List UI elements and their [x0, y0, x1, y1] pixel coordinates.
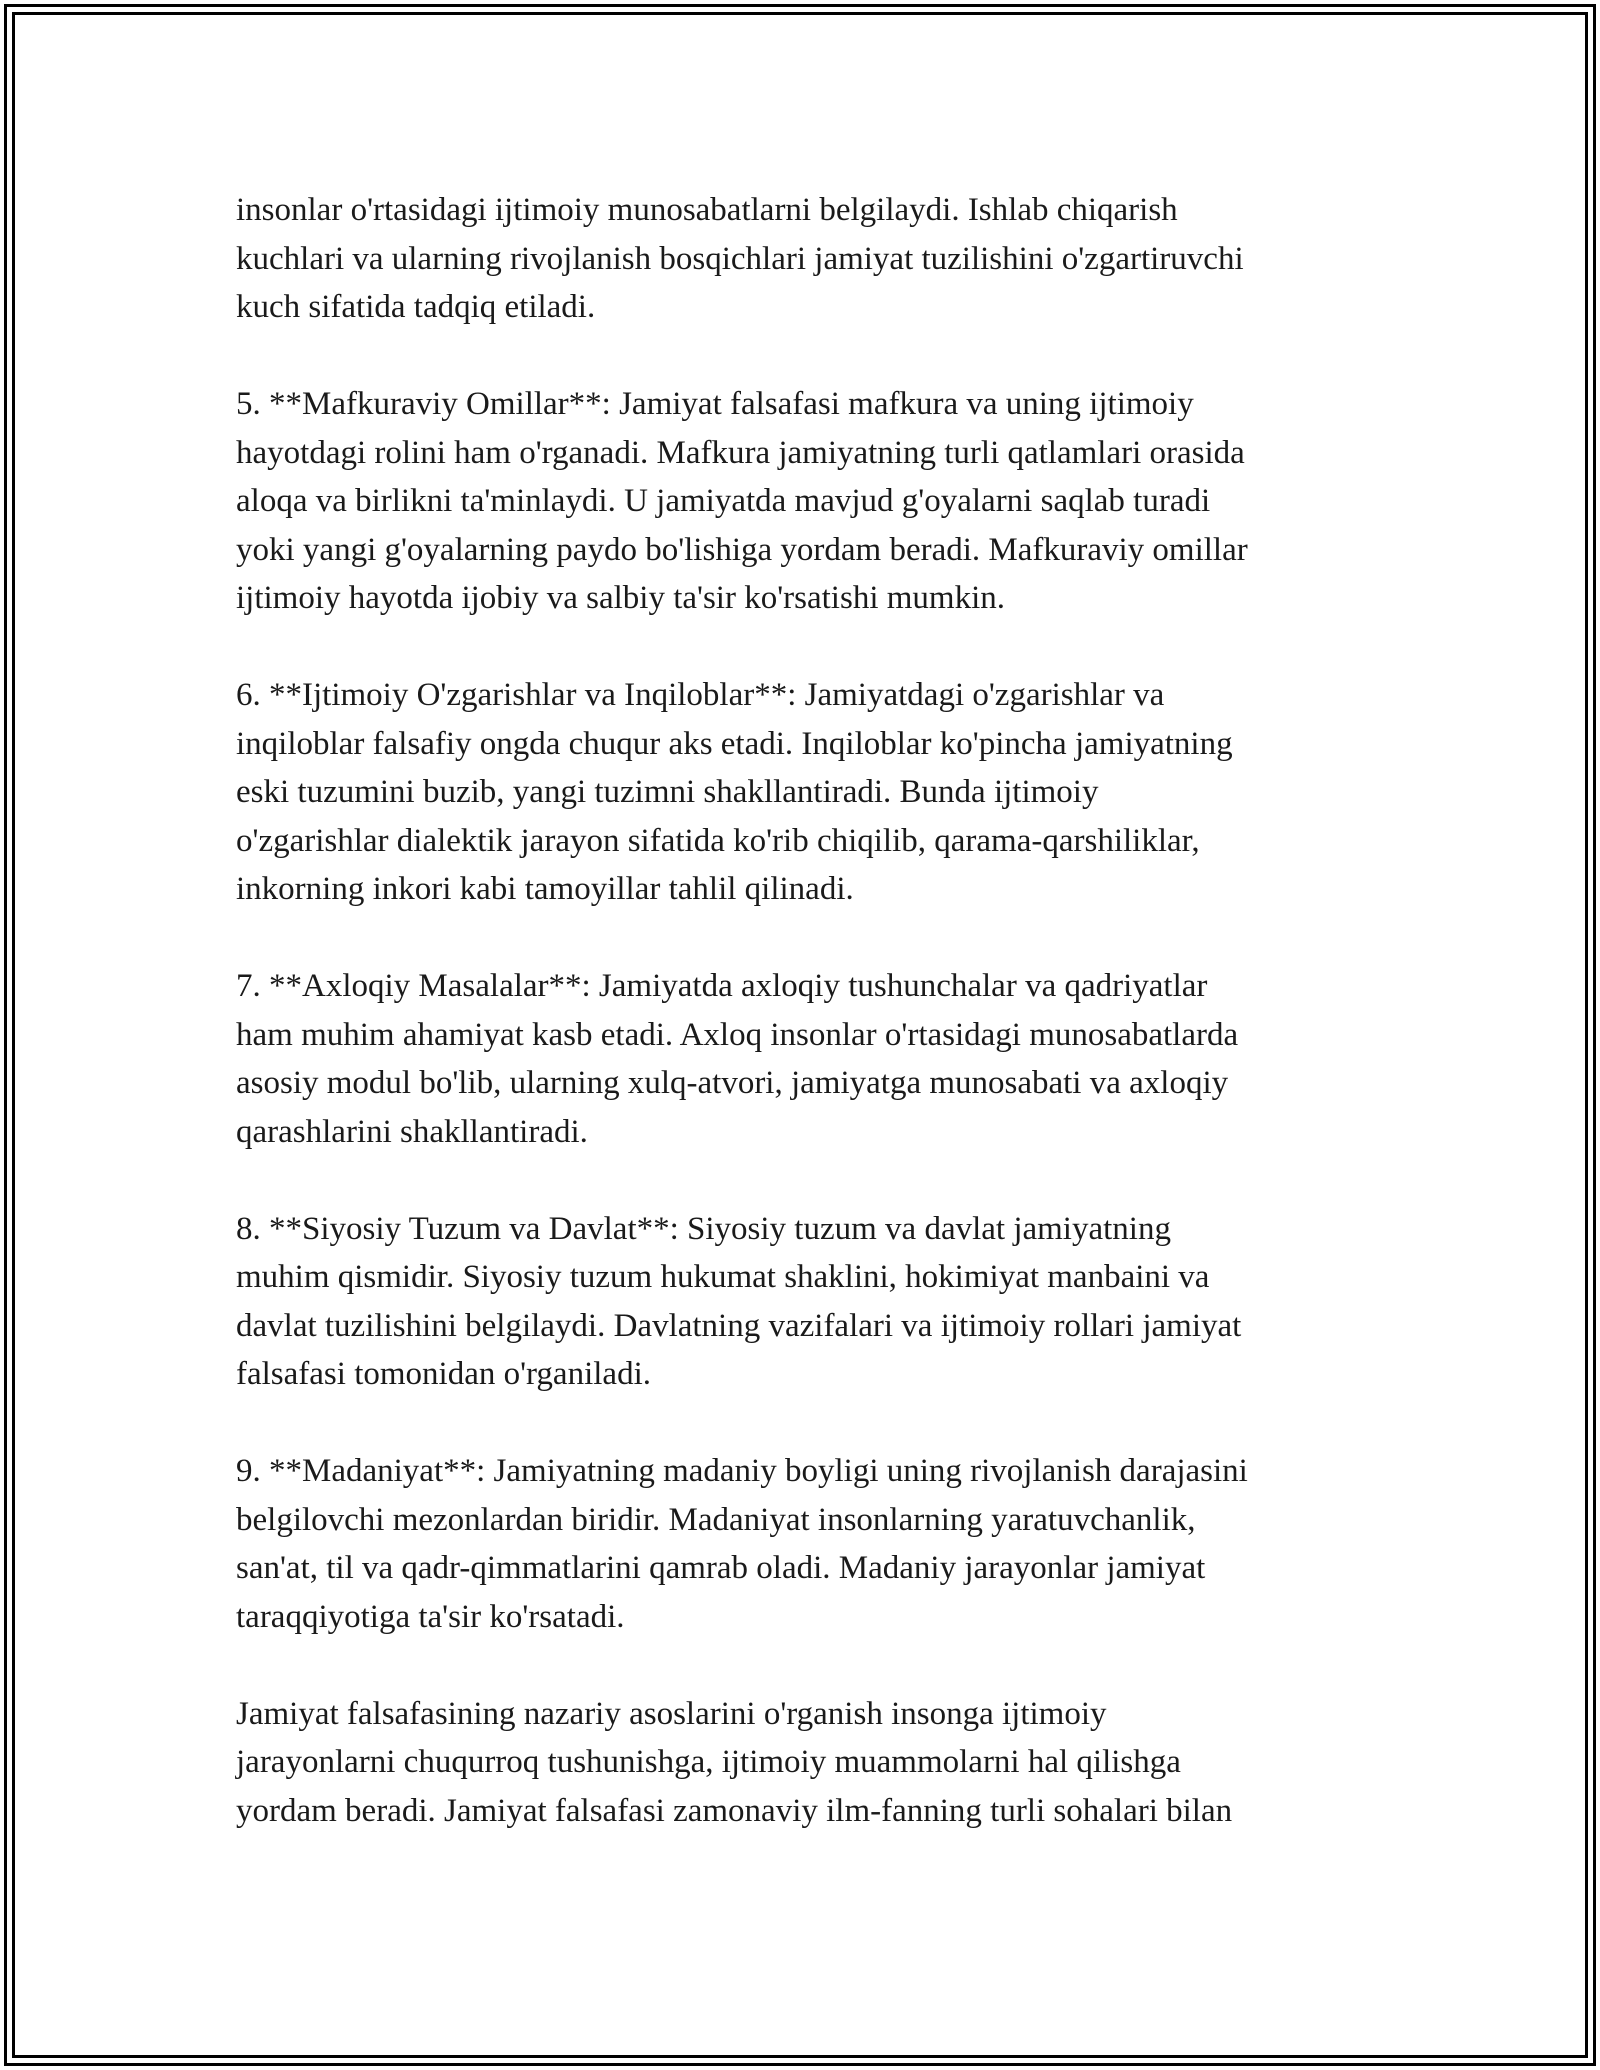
text-line: 9. **Madaniyat**: Jamiyatning madaniy boyligi uning rivojlanish darajasini — [236, 1453, 1248, 1489]
text-line: asosiy modul bo'lib, ularning xulq-atvori, jamiyatga munosabati va axloqiy — [236, 1065, 1229, 1101]
text-line: yoki yangi g'oyalarning paydo bo'lishiga yordam beradi. Mafkuraviy omillar — [236, 531, 1248, 568]
text-line: falsafasi tomonidan o'rganiladi. — [236, 1356, 651, 1392]
text-line: 5. **Mafkuraviy Omillar**: Jamiyat falsafasi mafkura va uning ijtimoiy — [236, 386, 1194, 422]
text-line: kuchlari va ularning rivojlanish bosqichlari jamiyat tuzilishini o'zgartiruvchi — [236, 240, 1244, 277]
text-line: qarashlarini shakllantiradi. — [236, 1113, 588, 1150]
text-line: san'at, til va qadr-qimmatlarini qamrab oladi. Madaniy jarayonlar jamiyat — [236, 1550, 1206, 1586]
paragraph-culture — [236, 1447, 1376, 1641]
text-line: ham muhim ahamiyat kasb etadi. Axloq insonlar o'rtasidagi munosabatlarda — [236, 1016, 1239, 1053]
text-line: hayotdagi rolini ham o'rganadi. Mafkura jamiyatning turli qatlamlari orasida — [236, 434, 1245, 471]
text-line: inkorning inkori kabi tamoyillar tahlil qilinadi. — [236, 871, 854, 907]
document-body — [236, 186, 1376, 1835]
paragraph-conclusion — [236, 1690, 1376, 1836]
text-line: muhim qismidir. Siyosiy tuzum hukumat shaklini, hokimiyat manbaini va — [236, 1259, 1210, 1295]
paragraph-moral-issues — [236, 962, 1376, 1156]
text-line: jarayonlarni chuqurroq tushunishga, ijtimoiy muammolarni hal qilishga — [236, 1744, 1181, 1780]
text-line: 6. **Ijtimoiy O'zgarishlar va Inqiloblar**: Jamiyatdagi o'zgarishlar va — [236, 677, 1165, 713]
text-line: 8. **Siyosiy Tuzum va Davlat**: Siyosiy tuzum va davlat jamiyatning — [236, 1210, 1171, 1247]
text-line: Jamiyat falsafasining nazariy asoslarini o'rganish insonga ijtimoiy — [236, 1695, 1107, 1732]
paragraph-political-system — [236, 1205, 1376, 1399]
paragraph-ideological-factors — [236, 380, 1376, 623]
text-line: davlat tuzilishini belgilaydi. Davlatning vazifalari va ijtimoiy rollari jamiyat — [236, 1307, 1242, 1344]
text-line: aloqa va birlikni ta'minlaydi. U jamiyatda mavjud g'oyalarni saqlab turadi — [236, 483, 1211, 519]
text-line: ijtimoiy hayotda ijobiy va salbiy ta'sir ko'rsatishi mumkin. — [236, 580, 1005, 616]
text-line: insonlar o'rtasidagi ijtimoiy munosabatlarni belgilaydi. Ishlab chiqarish — [236, 192, 1178, 228]
text-line: kuch sifatida tadqiq etiladi. — [236, 289, 596, 325]
paragraph-social-changes — [236, 671, 1376, 914]
text-line: eski tuzumini buzib, yangi tuzimni shakllantiradi. Bunda ijtimoiy — [236, 774, 1099, 810]
text-line: yordam beradi. Jamiyat falsafasi zamonaviy ilm-fanning turli sohalari bilan — [236, 1792, 1233, 1829]
text-line: belgilovchi mezonlardan biridir. Madaniyat insonlarning yaratuvchanlik, — [236, 1501, 1196, 1538]
text-line: 7. **Axloqiy Masalalar**: Jamiyatda axloqiy tushunchalar va qadriyatlar — [236, 968, 1208, 1004]
text-line: taraqqiyotiga ta'sir ko'rsatadi. — [236, 1598, 625, 1635]
paragraph-production-forces — [236, 186, 1376, 332]
text-line: inqiloblar falsafiy ongda chuqur aks etadi. Inqiloblar ko'pincha jamiyatning — [236, 725, 1233, 762]
text-line: o'zgarishlar dialektik jarayon sifatida ko'rib chiqilib, qarama-qarshiliklar, — [236, 822, 1200, 859]
